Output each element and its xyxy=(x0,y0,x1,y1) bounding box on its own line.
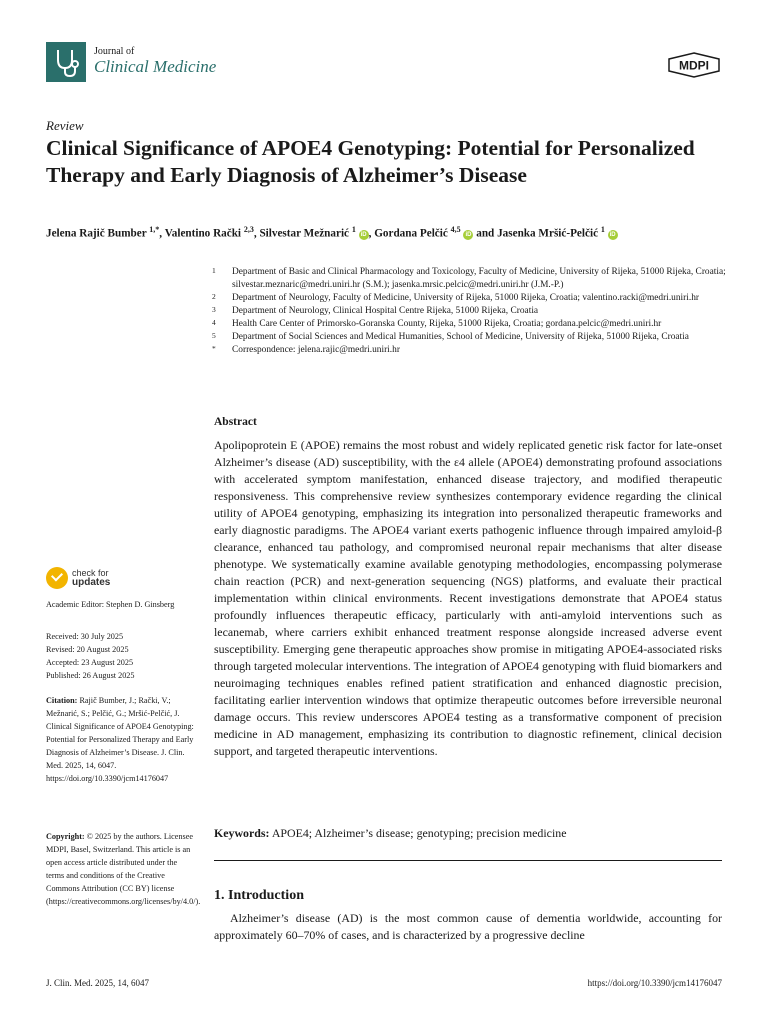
affiliation-number: 3 xyxy=(212,305,216,314)
author-name: Jasenka Mršić-Pelčić xyxy=(497,227,601,240)
affiliation-item xyxy=(212,305,742,318)
author-affiliation-sup: 1 xyxy=(351,225,356,234)
article-title: Clinical Significance of APOE4 Genotyping: Potential for Personalized Therapy and Early Diagnosis of Alzheimer’s Disease xyxy=(46,136,695,187)
author-affiliation-sup: 1,* xyxy=(149,225,160,234)
affiliation-text: Correspondence: jelena.rajic@medri.uniri.hr xyxy=(232,345,400,355)
check-label-2: updates xyxy=(72,577,111,588)
author-affiliation-sup: 2,3 xyxy=(243,225,254,234)
article-type: Review xyxy=(46,118,84,133)
affiliation-number: 1 xyxy=(212,266,216,275)
affiliation-item xyxy=(212,331,742,344)
affiliation-item xyxy=(212,266,742,292)
intro-heading: 1. Introduction xyxy=(214,888,304,903)
author-affiliation-sup: 1 xyxy=(600,225,605,234)
check-icon xyxy=(46,567,68,589)
affiliation-item xyxy=(212,318,742,331)
published-date: Published: 26 August 2025 xyxy=(46,671,135,680)
author-affiliation-sup: 4,5 xyxy=(450,225,461,234)
journal-of-label: Journal of xyxy=(94,46,135,57)
author-list: Jelena Rajič Bumber $^{1,*}$, Valentino Rački $^{2,3}$, Silvestar Mežnarić $^1$ iD , Gordana Pelčić $^{4,5}$ iD and Jasenka Mršić-Pelčić $^1$ iD xyxy=(46,225,616,240)
abstract-text: Apolipoprotein E (APOE) remains the most robust and widely replicated genetic risk factor for late-onset Alzheimer’s disease (AD) susceptibility, with the ε4 allele (APOE4) demonstrating profound associations with accelerated symptom manifestation, enhanced disease trajectory, and modified therapeutic responsiveness. This comprehensive review synthesizes contemporary evidence regarding the clinical utility of APOE4 genotyping, emphasizing its integration into personalized therapeutic frameworks and early diagnostic paradigms. The APOE4 variant exerts pathogenic influence through impaired amyloid-β clearance, enhanced tau pathology, and compromised neuronal repair mechanisms that alter disease phenotype. We systematically examine available genotyping methodologies, encompassing polymerase chain reaction (PCR) and next-generation sequencing (NGS) platforms, and evaluate their practical implementation within clinical environments. Recent investigations demonstrate that APOE4 status profoundly influences therapeutic efficacy, particularly with anti-amyloid interventions such as lecanemab, where carriers exhibit enhanced treatment response alongside increased adverse event susceptibility. Emerging gene therapeutic approaches show promise in mitigating APOE4-associated risks through targeted molecular interventions. The integration of APOE4 genotyping with fluid biomarkers and neuroimaging techniques enables refined patient stratification and enhanced diagnostic precision, facilitating earlier intervention windows that optimize therapeutic outcomes before irreversible neuronal damage occurs. This review underscores APOE4 testing as a transformative component of precision medicine in AD management, emphasizing its contribution to diagnostic refinement, clinical decision support, and targeted therapeutic interventions. xyxy=(214,438,722,758)
received-date: Received: 30 July 2025 xyxy=(46,632,124,641)
check-label-1: check for xyxy=(72,568,109,578)
affiliation-text: Department of Social Sciences and Medical Humanities, School of Medicine, University of Rijeka, 51000 Rijeka, Croatia xyxy=(232,332,689,342)
copyright-block xyxy=(46,830,201,908)
citation-block xyxy=(46,694,196,785)
accepted-date: Accepted: 23 August 2025 xyxy=(46,658,134,667)
affiliation-number: * xyxy=(212,344,216,353)
affiliation-text: Health Care Center of Primorsko-Goranska County, Rijeka, 51000 Rijeka, Croatia; gordana.pelcic@medri.uniri.hr xyxy=(232,319,662,329)
mdpi-logo xyxy=(666,52,722,83)
orcid-icon[interactable]: iD xyxy=(360,231,367,238)
citation-label: Citation: xyxy=(46,696,78,705)
abstract-heading: Abstract xyxy=(214,416,257,428)
author-name: Gordana Pelčić xyxy=(374,227,451,240)
orcid-icon[interactable]: iD xyxy=(609,231,616,238)
publication-dates xyxy=(46,630,196,682)
check-for-updates-button[interactable] xyxy=(46,567,110,589)
affiliation-number: 4 xyxy=(212,318,216,327)
affiliations xyxy=(212,266,742,357)
stethoscope-icon xyxy=(46,42,86,82)
affiliation-number: 2 xyxy=(212,292,216,301)
affiliation-item xyxy=(212,292,742,305)
affiliation-text: Department of Basic and Clinical Pharmacology and Toxicology, Faculty of Medicine, University of Rijeka, 51000 Rijeka, Croatia; silvestar.meznaric@medri.uniri.hr (S.M.); jasenka.mrsic.pelcic@medri.uniri.hr (J.M.-P.) xyxy=(232,267,726,290)
academic-editor: Academic Editor: Stephen D. Ginsberg xyxy=(46,600,175,609)
keywords-text: APOE4; Alzheimer’s disease; genotyping; precision medicine xyxy=(271,826,567,840)
orcid-icon[interactable]: iD xyxy=(465,231,472,238)
intro-text: Alzheimer’s disease (AD) is the most common cause of dementia worldwide, accounting for approximately 60–70% of cases, and is characterized by a progressive decline xyxy=(214,911,722,942)
copyright-label: Copyright: xyxy=(46,832,85,841)
author-name: Valentino Rački xyxy=(164,227,244,240)
journal-logo xyxy=(46,42,86,82)
copyright-text: © 2025 by the authors. Licensee MDPI, Basel, Switzerland. This article is an open access article distributed under the terms and conditions of the Creative Commons Attribution (CC BY) license (https://creativecommons.org/licenses/by/4.0/). xyxy=(46,832,201,906)
footer-citation: J. Clin. Med. 2025, 14, 6047 xyxy=(46,978,150,988)
journal-name: Clinical Medicine xyxy=(94,57,217,76)
author-name: Jelena Rajič Bumber xyxy=(46,227,150,240)
affiliation-text: Department of Neurology, Faculty of Medicine, University of Rijeka, 51000 Rijeka, Croatia; valentino.racki@medri.uniri.hr xyxy=(232,293,700,303)
affiliation-number: 5 xyxy=(212,331,216,340)
citation-text[interactable]: Rajič Bumber, J.; Rački, V.; Mežnarić, S.; Pelčić, G.; Mršić-Pelčić, J. Clinical Significance of APOE4 Genotyping: Potential for Personalized Therapy and Early Diagnosis of Alzheimer’s Disease. J. Clin. Med. 2025, 14, 6047. https://doi.org/10.3390/jcm14176047 xyxy=(46,696,194,783)
section-divider xyxy=(214,860,722,861)
keywords-label: Keywords: xyxy=(214,826,270,840)
keywords xyxy=(214,826,722,841)
affiliation-item xyxy=(212,344,742,357)
footer-doi-link[interactable]: https://doi.org/10.3390/jcm14176047 xyxy=(587,978,722,988)
revised-date: Revised: 20 August 2025 xyxy=(46,645,129,654)
author-name: Silvestar Mežnarić xyxy=(259,227,352,240)
publisher-name: MDPI xyxy=(679,58,709,73)
affiliation-text: Department of Neurology, Clinical Hospital Centre Rijeka, 51000 Rijeka, Croatia xyxy=(232,306,539,316)
